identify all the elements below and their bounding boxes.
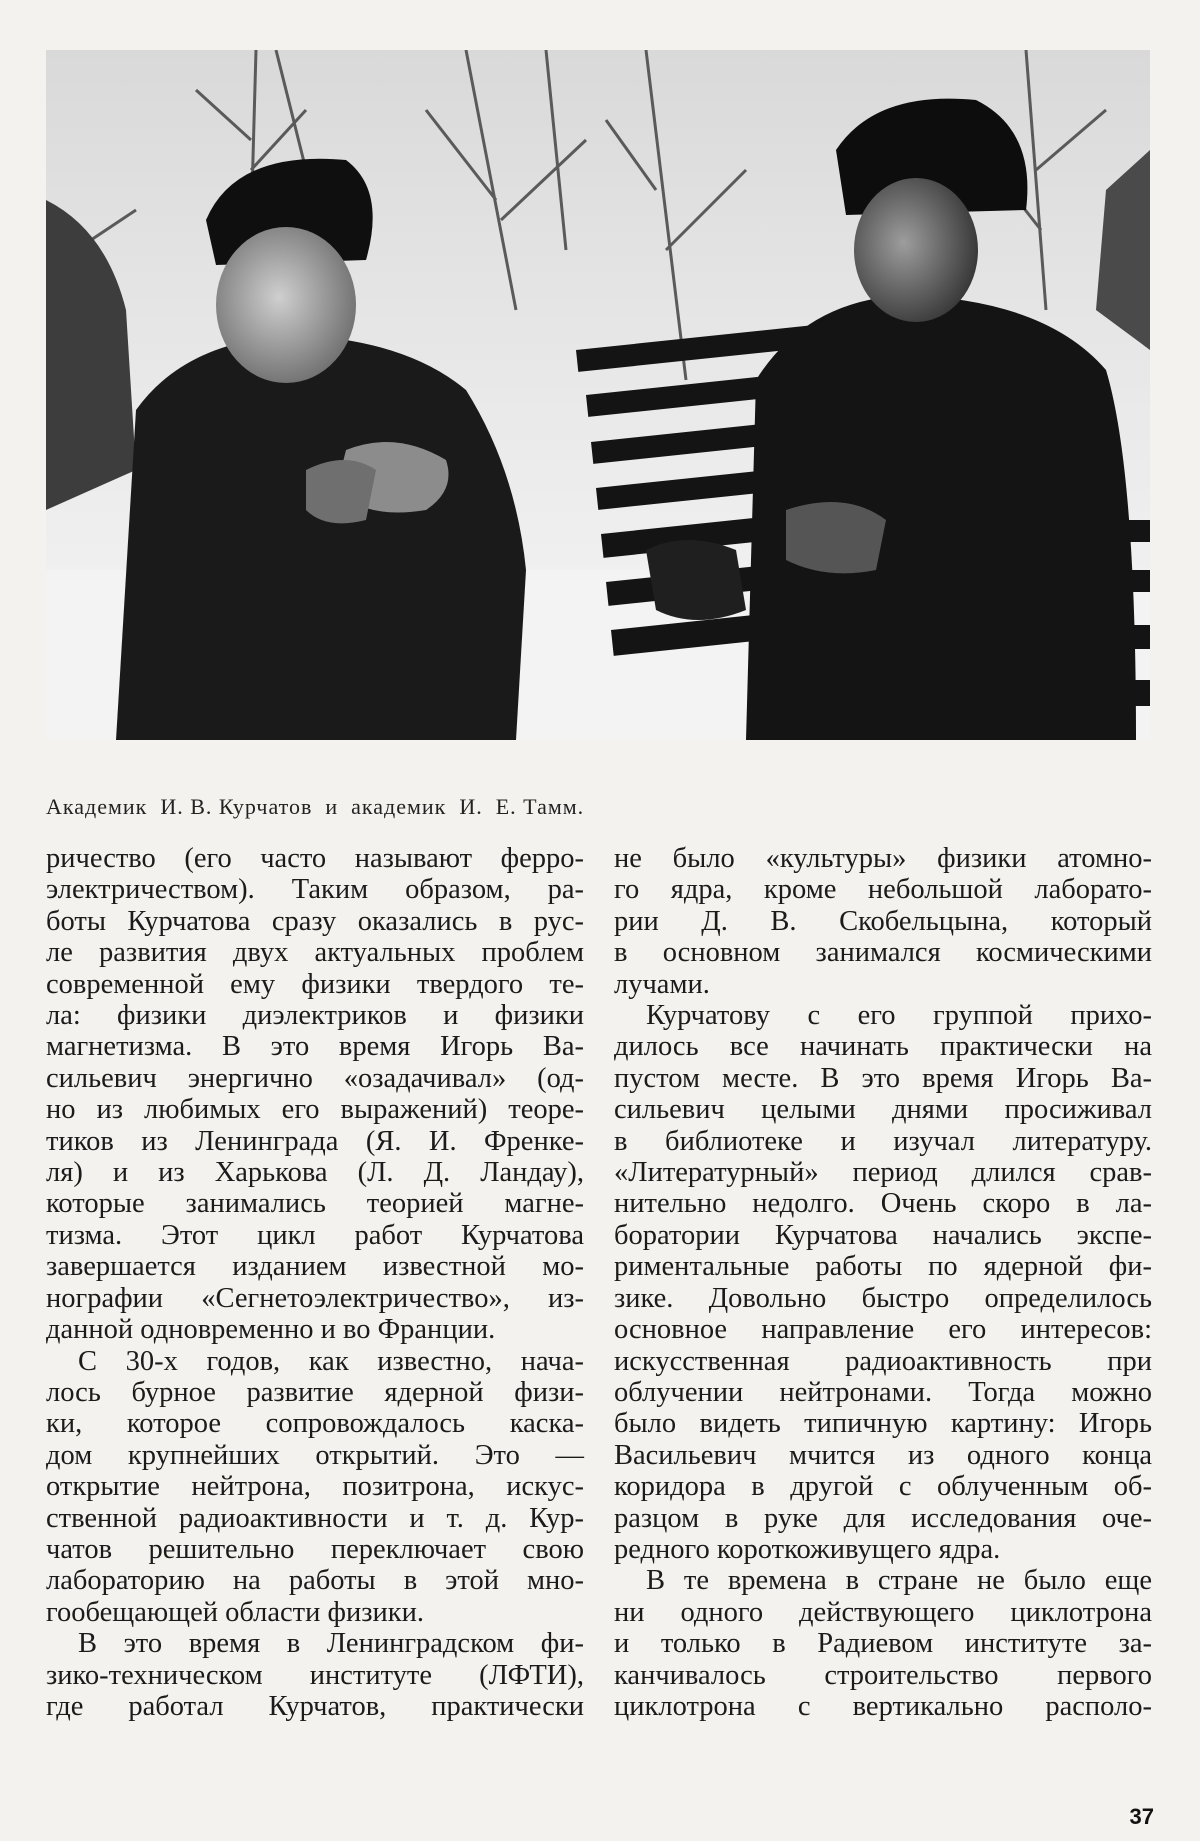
text-line: лабораторию на работы в этой мно- [46, 1565, 584, 1597]
text-line: боратории Курчатова начались экспе- [614, 1219, 1152, 1251]
text-line: чатов решительно переключает свою [46, 1533, 584, 1565]
text-line: нительно недолго. Очень скоро в ла- [614, 1188, 1152, 1220]
text-line: в библиотеке и изучал литературу. [614, 1125, 1152, 1157]
text-line: основное направление его интересов: [614, 1314, 1152, 1346]
text-line: канчивалось строительство первого [614, 1659, 1152, 1691]
text-line: зике. Довольно быстро определилось [614, 1282, 1152, 1314]
text-line: ле развития двух актуальных проблем [46, 937, 584, 969]
text-line: В те времена в стране не было еще [646, 1565, 1152, 1597]
text-line: «Литературный» период длился срав- [614, 1157, 1152, 1189]
text-line: боты Курчатова сразу оказались в рус- [46, 905, 584, 937]
text-line: сильевич целыми днями просиживал [614, 1094, 1152, 1126]
text-line: гообещающей области физики. [46, 1596, 424, 1628]
text-line: магнетизма. В это время Игорь Ва- [46, 1031, 584, 1063]
text-line: дом крупнейших открытий. Это — [46, 1439, 584, 1471]
text-line: тизма. Этот цикл работ Курчатова [46, 1219, 584, 1251]
text-line: лучами. [614, 968, 710, 1000]
text-line: Васильевич мчится из одного конца [614, 1439, 1152, 1471]
text-line: в основном занимался космическими [614, 937, 1152, 969]
text-line: ричество (его часто называют ферро- [46, 843, 584, 874]
page-number: 37 [1129, 1804, 1154, 1829]
text-line: электричеством). Таким образом, ра- [46, 874, 584, 906]
text-line: которые занимались теорией магне- [46, 1188, 584, 1220]
text-line: разцом в руке для исследования оче- [614, 1502, 1152, 1534]
photo-kurchatov-tamm [46, 50, 1150, 740]
text-line: го ядра, кроме небольшой лаборато- [614, 874, 1152, 906]
photo-caption: Академик И. В. Курчатов и академик И. Е. Тамм. [46, 794, 585, 819]
text-line: коридора в другой с облученным об- [614, 1471, 1152, 1503]
text-line: современной ему физики твердого те- [46, 968, 584, 1000]
text-line: ни одного действующего циклотрона [614, 1596, 1152, 1628]
text-line: и только в Радиевом институте за- [614, 1628, 1152, 1660]
text-line: тиков из Ленинграда (Я. И. Френке- [46, 1125, 584, 1157]
text-line: ла: физики диэлектриков и физики [46, 1000, 584, 1032]
text-line: сильевич энергично «озадачивал» (од- [46, 1062, 584, 1094]
text-line: ственной радиоактивности и т. д. Кур- [46, 1502, 584, 1534]
text-line: открытие нейтрона, позитрона, искус- [46, 1471, 584, 1503]
text-line: зико-техническом институте (ЛФТИ), [46, 1659, 584, 1691]
text-line: было видеть типичную картину: Игорь [614, 1408, 1152, 1440]
text-line: облучении нейтронами. Тогда можно [614, 1376, 1152, 1408]
text-line: риментальные работы по ядерной фи- [614, 1251, 1152, 1283]
text-line: искусственная радиоактивность при [614, 1345, 1152, 1377]
text-line: Курчатову с его группой прихо- [646, 1000, 1152, 1032]
text-line: В это время в Ленинградском фи- [78, 1628, 584, 1660]
text-line: циклотрона с вертикально располо- [614, 1690, 1152, 1722]
text-line: ля) и из Харькова (Л. Д. Ландау), [46, 1157, 584, 1189]
text-line: рии Д. В. Скобельцына, который [614, 905, 1152, 937]
photo-illustration [46, 50, 1150, 740]
text-line: нографии «Сегнетоэлектричество», из- [46, 1282, 584, 1314]
text-line: дилось все начинать практически на [614, 1031, 1152, 1063]
text-line: пустом месте. В это время Игорь Ва- [614, 1062, 1152, 1094]
text-line: ки, которое сопровождалось каска- [46, 1408, 584, 1440]
text-column-right [614, 843, 1152, 1722]
text-line: редного короткоживущего ядра. [614, 1533, 1001, 1565]
text-line: не было «культуры» физики атомно- [614, 843, 1152, 874]
text-line: завершается изданием известной мо- [46, 1251, 584, 1283]
text-line: С 30-х годов, как известно, нача- [78, 1345, 584, 1377]
text-line: но из любимых его выражений) теоре- [46, 1094, 584, 1126]
text-column-left [46, 843, 584, 1722]
text-line: данной одновременно и во Франции. [46, 1314, 496, 1346]
text-line: лось бурное развитие ядерной физи- [46, 1376, 584, 1408]
text-line: где работал Курчатов, практически [46, 1690, 584, 1722]
